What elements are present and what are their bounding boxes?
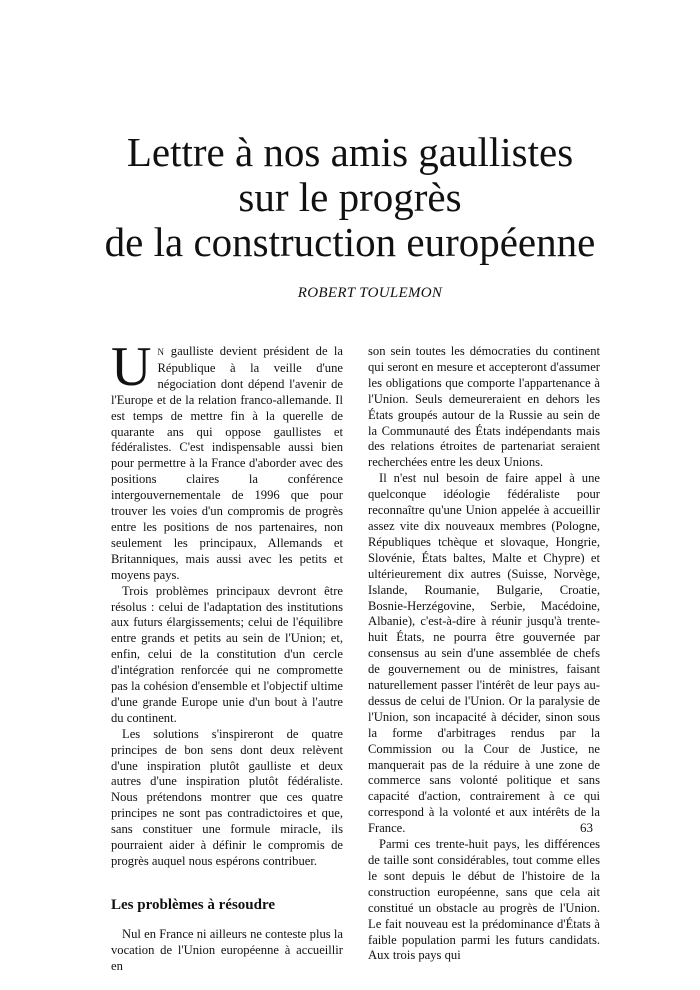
author-name: ROBERT TOULEMON	[297, 285, 443, 301]
title-line-3: de la construction européenne	[104, 219, 596, 265]
paragraph: Trois problèmes principaux devront être résolus : celui de l'adaptation des institutions aux futurs élargissements; celui de l'équilibre entre grands et petits au sein de l'Union; et, enfin, celui de la constitution d'un cercle d'intégration renforcée qui ne compromette pas la cohésion d'ensemble et l'objectif ultime d'une grande Europe unie d'un bout à l'autre du continent.	[111, 583, 343, 725]
drop-cap: U	[111, 336, 152, 398]
page-number: 63	[580, 820, 593, 835]
article-title	[0, 130, 700, 265]
right-column	[368, 344, 600, 964]
paragraph: Il n'est nul besoin de faire appel à une quelconque idéologie fédéraliste pour reconnaître qu'une Union appelée à accueillir assez vite dix nouveaux membres (Pologne, Républiques tchèque et slovaque, Hongrie, Slovénie, États baltes, Malte et Chypre) et ultérieurement dix autres (Suisse, Norvège, Islande, Roumanie, Bulgarie, Croatie, Bosnie-Herzégovine, Serbie, Macédoine, Albanie), c'est-à-dire à réunir jusqu'à trente-huit États, ne pourra être gouvernée par consensus au sein d'une assemblée de chefs de gouvernement ou de ministres, faisant naturellement passer l'intérêt de leur pays au-dessus de celui de l'Union. Or la paralysie de l'Union, son incapacité à décider, sinon sous la forme d'arbitrages rendus par la Commission ou la Cour de Justice, ne manquerait pas de la réduire à une zone de commerce sans volonté politique et sans capacité d'action, contrairement à ce qui correspond à la volonté et aux intérêts de la France.	[368, 471, 600, 836]
paragraph: Parmi ces trente-huit pays, les différences de taille sont considérables, tout comme elles le sont depuis le début de l'histoire de la construction européenne, sans que cela ait constitué un obstacle au progrès de l'Union. Le fait nouveau est la prédominance d'États à faible population parmi les futurs candidats. Aux trois pays qui	[368, 837, 600, 963]
lead-small-caps: N	[157, 347, 165, 357]
paragraph: son sein toutes les démocraties du continent qui seront en mesure et accepteront d'assumer les obligations que comporte l'appartenance à l'Union. Seuls demeureraient en dehors les États groupés autour de la Russie au sein de la Communauté des États indépendants mais des relations étroites de partenariat seraient recherchées entre les deux Unions.	[368, 344, 600, 470]
title-line-2: sur le progrès	[238, 174, 462, 220]
title-line-1: Lettre à nos amis gaullistes	[126, 129, 574, 175]
paragraph-text: gaulliste devient président de la République à la veille d'une négociation dont dépend l'avenir de l'Europe et de la relation franco-allemande. Il est temps de mettre fin à la querelle de quarante ans qui oppose gaullistes et fédéralistes. C'est indispensable aussi bien pour permettre à la France d'aborder avec des positions claires la conférence intergouvernementale de 1996 que pour trouver les voies d'un compromis de progrès entre les positions de nos partenaires, non seulement les principaux, Allemands et Britanniques, mais aussi avec les petits et moyens pays.	[111, 344, 343, 582]
section-heading: Les problèmes à résoudre	[111, 896, 276, 913]
paragraph: Les solutions s'inspireront de quatre principes de bon sens dont deux relèvent d'une inspiration plutôt gaulliste et deux autres d'une inspiration plutôt fédéraliste. Nous prétendons montrer que ces quatre principes ne sont pas contradictoires et que, sans constituer une formule miracle, ils pourraient aider à définir le compromis de progrès auquel nous espérons contribuer.	[111, 726, 343, 868]
paragraph: Nul en France ni ailleurs ne conteste plus la vocation de l'Union européenne à accueillir en	[111, 926, 343, 973]
paragraph	[111, 336, 343, 584]
left-column	[111, 336, 343, 975]
